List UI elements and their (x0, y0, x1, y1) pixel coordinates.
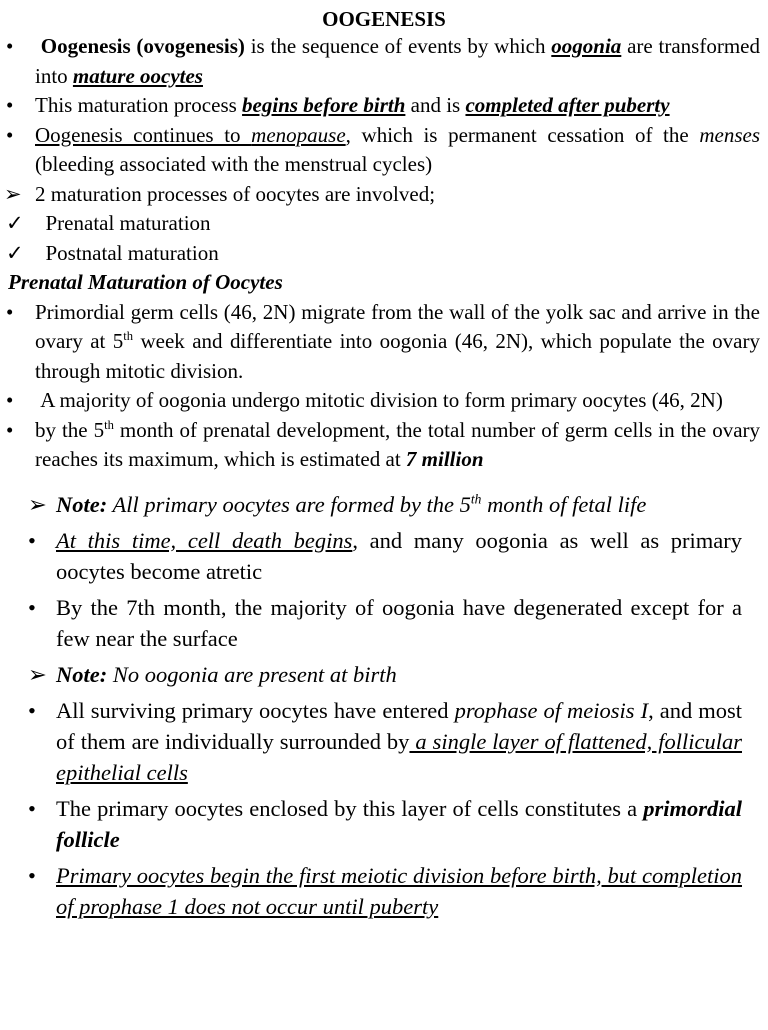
bullet-icon: • (6, 93, 14, 117)
bullet-item: • Oogenesis continues to menopause, which is permanent cessation of the menses (bleeding associated with the menstrual cycles) (6, 122, 760, 176)
emphasis-menopause: menopause (251, 122, 346, 147)
emphasis-completed-after-puberty: completed after puberty (465, 93, 670, 117)
bullet-item (0, 860, 768, 922)
section-heading: Prenatal Maturation of Oocytes (8, 270, 283, 294)
emphasis-primordial-follicle: primordial follicle (56, 795, 742, 852)
bullet-icon: • (28, 795, 36, 821)
bullet-icon: • (6, 388, 14, 412)
bullet-item: • By the 7th month, the majority of oogonia have degenerated except for a few near the surface (0, 592, 768, 654)
bullet-icon: • (28, 594, 36, 620)
emphasis-single-layer: a single layer of flattened, follicular epithelial cells (56, 728, 742, 785)
bullet-icon: • (6, 417, 14, 442)
bullet-item: • At this time, cell death begins, and many oogonia as well as primary oocytes become atretic (0, 525, 768, 587)
emphasis-menses: menses (699, 122, 760, 147)
bullet-item: • Primordial germ cells (46, 2N) migrate from the wall of the yolk sac and arrive in the ovary at 5th week and differentiate into oogonia (46, 2N), which populate the ovary through mitotic division. (6, 299, 760, 383)
bullet-item: • This maturation process begins before birth and is completed after puberty (0, 91, 768, 121)
note-item: ➢ Note: No oogonia are present at birth (0, 659, 768, 690)
emphasis-begins-before-birth: begins before birth (242, 93, 406, 117)
bold-term: Oogenesis (ovogenesis) (40, 34, 245, 58)
emphasis-7-million: 7 million (405, 447, 484, 471)
emphasis-prophase: prophase of meiosis I (454, 697, 649, 723)
section-intro (0, 32, 768, 475)
bullet-item: • by the 5th month of prenatal development, the total number of germ cells in the ovary reaches its maximum, which is estimated at 7 million (6, 417, 761, 471)
emphasis-oogonia: oogonia (551, 34, 622, 58)
bullet-icon: • (28, 527, 36, 553)
bullet-item: • A majority of oogonia undergo mitotic division to form primary oocytes (46, 2N) (0, 386, 768, 416)
check-item: ✓ Postnatal maturation (0, 239, 768, 269)
check-icon: ✓ (6, 211, 24, 235)
emphasis-meiotic-division: Primary oocytes begin the first meiotic division before birth, but completion of prophase 1 does not occur until puberty (56, 862, 742, 919)
arrow-item: ➢ 2 maturation processes of oocytes are involved; (0, 180, 768, 210)
emphasis-mature-oocytes: mature oocytes (72, 63, 203, 88)
bullet-item: • All surviving primary oocytes have entered prophase of meiosis I, and most of them are individually surrounded by a single layer of flattened, follicular epithelial cells (0, 695, 768, 788)
bullet-icon: • (6, 34, 14, 58)
check-icon: ✓ (6, 240, 24, 265)
bullet-icon: • (6, 122, 14, 147)
page-title: OOGENESIS (322, 7, 446, 31)
bullet-icon: • (28, 697, 36, 723)
note-item: ➢ Note: All primary oocytes are formed by the 5th month of fetal life (0, 489, 768, 520)
note-label: Note: (56, 661, 108, 687)
arrow-icon: ➢ (28, 661, 47, 687)
note-label: Note: (56, 491, 108, 517)
bullet-item: • Oogenesis (ovogenesis) is the sequence of events by which oogonia are transformed into mature oocytes (6, 34, 760, 88)
check-item: ✓ Prenatal maturation (0, 209, 768, 239)
bullet-item: • The primary oocytes enclosed by this layer of cells constitutes a primordial follicle (0, 793, 768, 855)
arrow-icon: ➢ (28, 491, 47, 517)
bullet-icon: • (28, 862, 36, 888)
arrow-icon: ➢ (4, 181, 22, 206)
section-notes (0, 489, 768, 922)
bullet-icon: • (6, 299, 14, 324)
emphasis-cell-death: At this time, cell death begins (56, 527, 353, 553)
